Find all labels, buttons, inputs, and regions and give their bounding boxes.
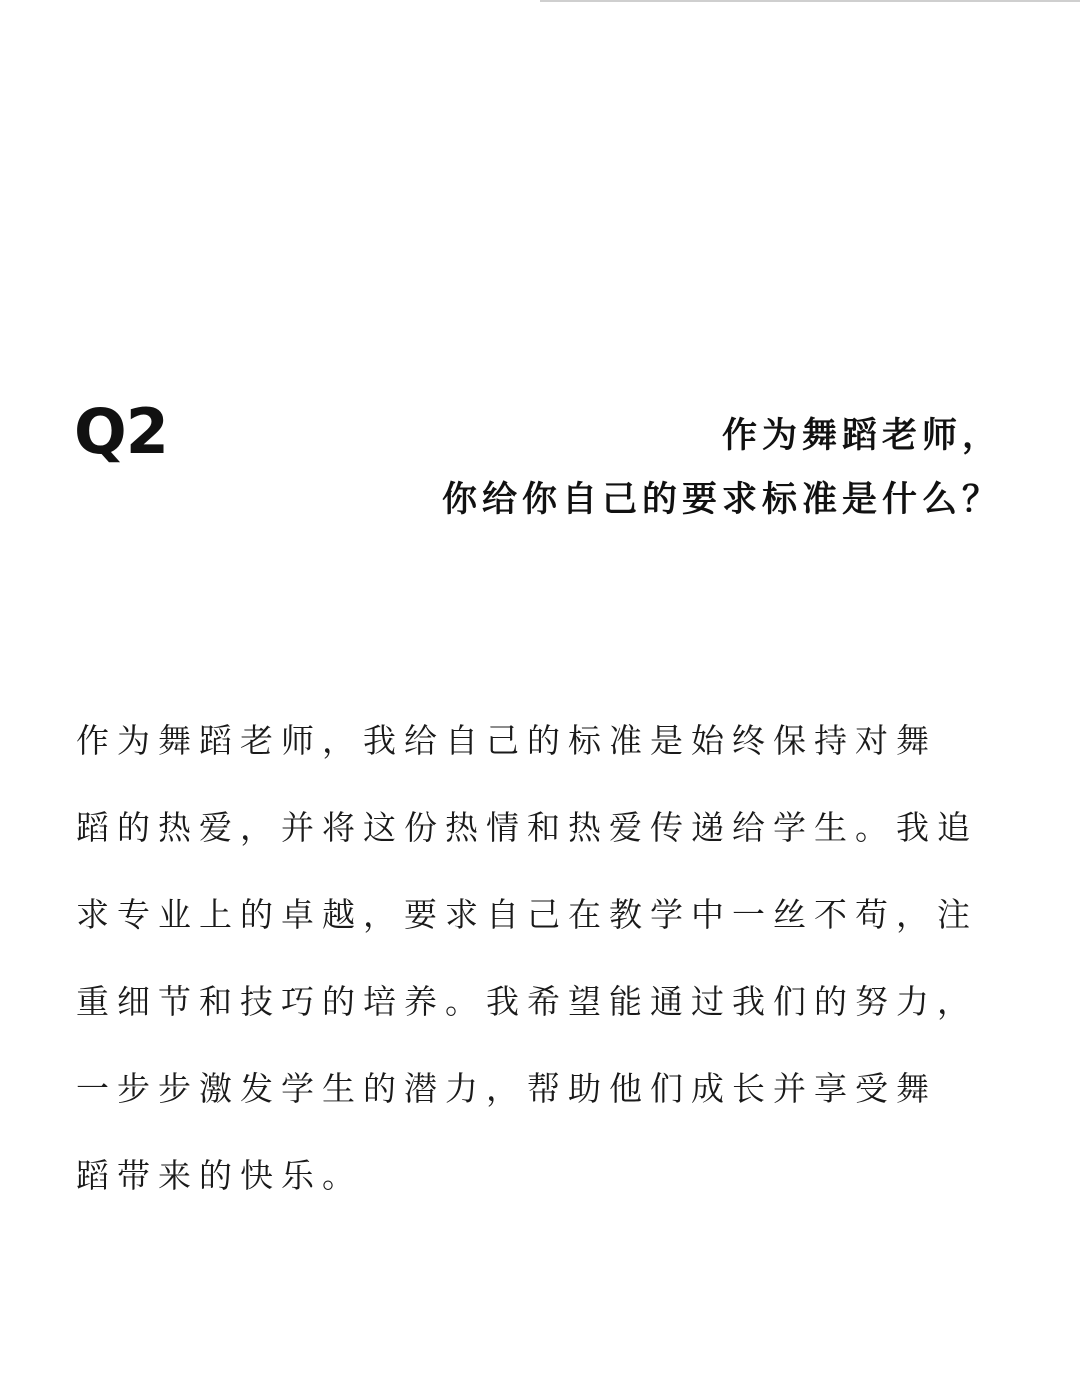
question-line-1: 作为舞蹈老师， [721,416,1002,456]
answer-line-4: 重细节和技巧的培养。我希望能通过我们的努力， [76,982,978,1021]
question-number: Q2 [74,395,168,468]
answer-line-2: 蹈的热爱，并将这份热情和热爱传递给学生。我追 [76,808,978,847]
answer-line-5: 一步步激发学生的潜力，帮助他们成长并享受舞 [76,1069,937,1108]
answer-paragraph [76,697,1011,1219]
answer-line-3: 求专业上的卓越，要求自己在教学中一丝不苟，注 [76,895,978,934]
question-line-2: 你给你自己的要求标准是什么？ [441,480,1002,520]
answer-line-1: 作为舞蹈老师，我给自己的标准是始终保持对舞 [76,721,937,760]
question-text [302,404,1002,532]
answer-line-6: 蹈带来的快乐。 [76,1156,363,1195]
top-divider [540,0,1080,2]
